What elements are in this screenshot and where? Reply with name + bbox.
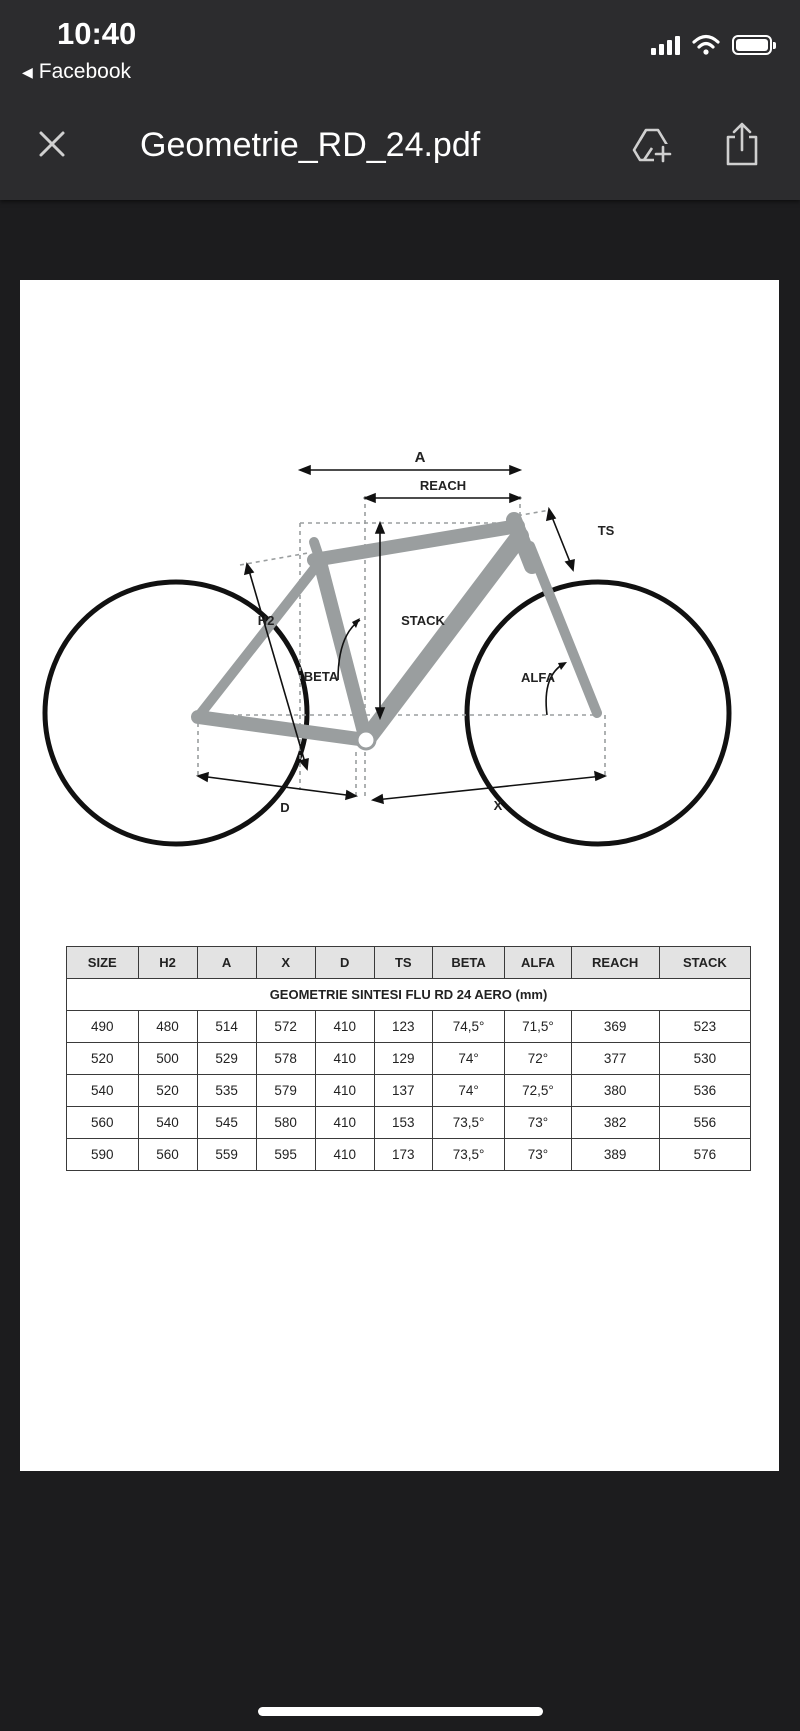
table-cell: 71,5° (505, 1011, 571, 1043)
table-cell: 560 (67, 1107, 139, 1139)
table-cell: 410 (315, 1043, 374, 1075)
share-icon[interactable] (722, 120, 762, 168)
cellular-signal-icon (651, 35, 680, 55)
table-cell: 523 (659, 1011, 750, 1043)
bike-frame (198, 520, 597, 740)
status-icons (651, 34, 772, 55)
table-row (67, 1075, 751, 1107)
table-cell: 73,5° (432, 1107, 505, 1139)
table-cell: 73,5° (432, 1139, 505, 1171)
label-stack: STACK (401, 613, 445, 628)
table-cell: 540 (138, 1107, 197, 1139)
header-d: D (315, 947, 374, 979)
home-indicator[interactable] (258, 1707, 543, 1716)
geometry-table (66, 946, 751, 1171)
table-row (67, 1011, 751, 1043)
header-h2: H2 (138, 947, 197, 979)
back-triangle-icon: ◀ (22, 63, 33, 80)
label-ts: TS (597, 523, 615, 538)
table-cell: 123 (374, 1011, 432, 1043)
top-bar (0, 0, 800, 200)
table-row (67, 1107, 751, 1139)
header-size: SIZE (67, 947, 139, 979)
table-cell: 572 (256, 1011, 315, 1043)
label-beta: BETA (303, 669, 339, 684)
table-cell: 520 (138, 1075, 197, 1107)
header-stack: STACK (659, 947, 750, 979)
table-row (67, 1043, 751, 1075)
table-cell: 579 (256, 1075, 315, 1107)
table-cell: 74° (432, 1075, 505, 1107)
table-cell: 595 (256, 1139, 315, 1171)
table-cell: 545 (197, 1107, 256, 1139)
table-cell: 74,5° (432, 1011, 505, 1043)
label-reach: REACH (419, 478, 467, 493)
table-cell: 410 (315, 1107, 374, 1139)
wifi-icon (692, 34, 720, 55)
table-cell: 578 (256, 1043, 315, 1075)
label-x: X (493, 798, 503, 813)
header-alfa: ALFA (505, 947, 571, 979)
add-to-drive-icon[interactable] (630, 122, 674, 166)
label-h2: H2 (257, 613, 275, 628)
table-cell: 580 (256, 1107, 315, 1139)
table-cell: 529 (197, 1043, 256, 1075)
header-a: A (197, 947, 256, 979)
table-cell: 540 (67, 1075, 139, 1107)
table-cell: 535 (197, 1075, 256, 1107)
table-cell: 514 (197, 1011, 256, 1043)
table-cell: 410 (315, 1011, 374, 1043)
header-reach: REACH (571, 947, 659, 979)
table-cell: 72° (505, 1043, 571, 1075)
table-cell: 490 (67, 1011, 139, 1043)
label-d: D (280, 800, 290, 815)
table-cell: 369 (571, 1011, 659, 1043)
table-row (67, 1139, 751, 1171)
header-x: X (256, 947, 315, 979)
table-cell: 556 (659, 1107, 750, 1139)
battery-icon (732, 35, 772, 55)
table-cell: 173 (374, 1139, 432, 1171)
table-cell: 382 (571, 1107, 659, 1139)
bike-geometry-diagram (20, 280, 779, 920)
table-cell: 480 (138, 1011, 197, 1043)
table-cell: 137 (374, 1075, 432, 1107)
table-cell: 153 (374, 1107, 432, 1139)
bottom-bracket (357, 731, 375, 749)
table-cell: 72,5° (505, 1075, 571, 1107)
close-icon[interactable] (34, 126, 70, 162)
table-cell: 73° (505, 1107, 571, 1139)
table-cell: 410 (315, 1075, 374, 1107)
table-cell: 590 (67, 1139, 139, 1171)
table-caption-row (67, 979, 751, 1011)
back-app-label: Facebook (38, 60, 132, 83)
document-title: Geometrie_RD_24.pdf (140, 126, 481, 164)
table-cell: 560 (138, 1139, 197, 1171)
table-cell: 389 (571, 1139, 659, 1171)
table-cell: 576 (659, 1139, 750, 1171)
table-cell: 74° (432, 1043, 505, 1075)
table-cell: 520 (67, 1043, 139, 1075)
table-cell: 536 (659, 1075, 750, 1107)
table-cell: 410 (315, 1139, 374, 1171)
table-cell: 530 (659, 1043, 750, 1075)
pdf-page (20, 280, 779, 1471)
table-cell: 377 (571, 1043, 659, 1075)
header-beta: BETA (432, 947, 505, 979)
label-a: A (414, 449, 426, 466)
label-alfa: ALFA (521, 670, 555, 685)
status-time: 10:40 (57, 16, 137, 51)
header-ts: TS (374, 947, 432, 979)
table-cell: 559 (197, 1139, 256, 1171)
table-cell: 129 (374, 1043, 432, 1075)
table-cell: 380 (571, 1075, 659, 1107)
table-cell: 500 (138, 1043, 197, 1075)
back-to-app-link[interactable] (22, 60, 131, 84)
table-header-row (67, 947, 751, 979)
table-cell: 73° (505, 1139, 571, 1171)
table-caption: GEOMETRIE SINTESI FLU RD 24 AERO (mm) (67, 979, 751, 1011)
